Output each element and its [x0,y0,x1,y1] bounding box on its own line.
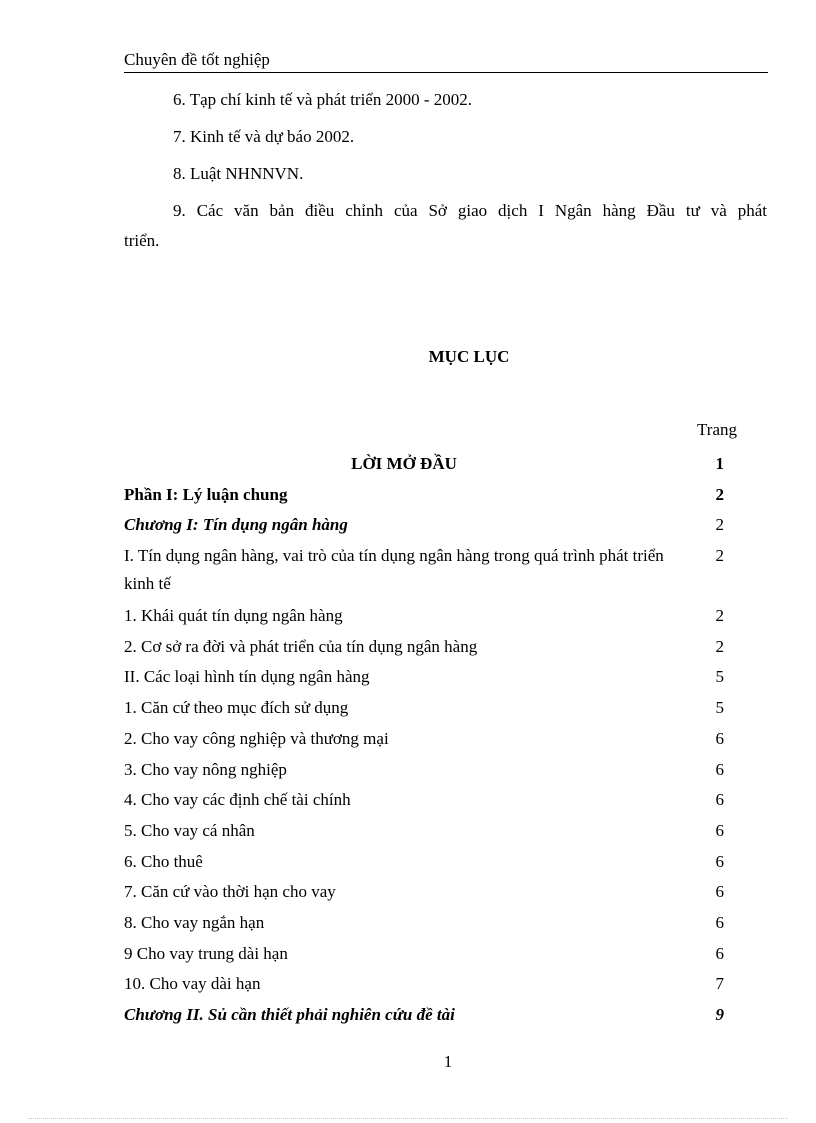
toc-entry-label: 7. Căn cứ vào thời hạn cho vay [124,882,336,902]
toc-entry [124,940,734,971]
toc-entry-label: I. Tín dụng ngân hàng, vai trò của tín dụng ngân hàng trong quá trình phát triển kinh tế [124,546,664,594]
toc-page-column-header: Trang [697,420,737,439]
toc-entry-page: 6 [715,759,724,779]
toc-entry [124,481,734,512]
toc-entry-page: 5 [715,667,724,687]
toc-entry [124,725,734,756]
toc-entry-page: 2 [715,546,724,566]
toc-entry [124,633,734,664]
toc-entry-label: 3. Cho vay nông nghiệp [124,759,287,779]
toc-entry-label: 2. Cơ sở ra đời và phát triển của tín dụng ngân hàng [124,636,478,656]
toc-entry [124,602,734,633]
reference-list [124,89,767,252]
reference-item: 8. Luật NHNNVN. [173,164,304,183]
table-of-contents [124,450,734,1032]
toc-entry-label: Chương I: Tín dụng ngân hàng [124,515,348,535]
toc-title [0,347,816,367]
toc-entry-label: Chương II. Sủ cần thiết phải nghiên cứu đề tài [124,1005,455,1024]
toc-entry [124,542,734,602]
toc-entry-page: 7 [715,974,724,994]
reference-item: 6. Tạp chí kinh tế và phát triển 2000 - 2002. [173,90,473,109]
toc-entry-label: 1. Khái quát tín dụng ngân hàng [124,606,343,626]
toc-entry-label: 9 Cho vay trung dài hạn [124,943,288,963]
toc-entry-page: 2 [715,484,724,504]
toc-entry [124,848,734,879]
toc-entry [124,878,734,909]
toc-entry [124,663,734,694]
toc-entry-label: 10. Cho vay dài hạn [124,974,261,994]
toc-entry-page: 1 [715,454,724,473]
toc-entry-page: 6 [715,728,724,748]
toc-entry-page: 6 [715,912,724,932]
toc-entry-label: 6. Cho thuê [124,851,203,871]
toc-entry [124,511,734,542]
toc-entry [124,756,734,787]
toc-entry-page: 2 [715,606,724,626]
toc-entry-page: 6 [715,851,724,871]
toc-entry [124,1001,734,1032]
toc-entry-page: 5 [715,698,724,718]
toc-entry [124,694,734,725]
toc-entry [124,817,734,848]
toc-entry-label: Phần I: Lý luận chung [124,484,288,504]
toc-entry-label: 2. Cho vay công nghiệp và thương mại [124,728,389,748]
reference-item: 7. Kinh tế và dự báo 2002. [173,127,355,146]
reference-item-long-line2: triển. [124,231,160,250]
toc-entry-label: 8. Cho vay ngắn hạn [124,912,265,932]
running-header [124,50,768,73]
toc-entry [124,909,734,940]
page-footer [0,1052,816,1072]
toc-entry [124,786,734,817]
toc-entry-page: 2 [715,515,724,535]
toc-entry-page: 9 [715,1005,724,1024]
toc-entry-page: 6 [715,820,724,840]
header-title: Chuyên đề tốt nghiệp [124,50,270,69]
toc-entry-page: 2 [715,636,724,656]
toc-entry-label: 5. Cho vay cá nhân [124,820,255,840]
toc-entry-label: LỜI MỞ ĐẦU [351,454,457,473]
toc-entry-label: II. Các loại hình tín dụng ngân hàng [124,667,370,687]
toc-entry-page: 6 [715,882,724,902]
toc-entry-label: 1. Căn cứ theo mục đích sử dụng [124,698,349,718]
toc-entry [124,450,734,481]
page-bottom-divider [28,1118,788,1119]
toc-entry [124,970,734,1001]
reference-item-long-line1: 9. Các văn bản điều chỉnh của Sở giao dịch I Ngân hàng Đầu tư và phát [173,201,767,220]
page-number: 1 [443,1052,453,1071]
toc-entry-page: 6 [715,943,724,963]
toc-entry-page: 6 [715,790,724,810]
toc-entry-label: 4. Cho vay các định chế tài chính [124,790,351,810]
toc-title-text: MỤC LỤC [428,347,510,366]
